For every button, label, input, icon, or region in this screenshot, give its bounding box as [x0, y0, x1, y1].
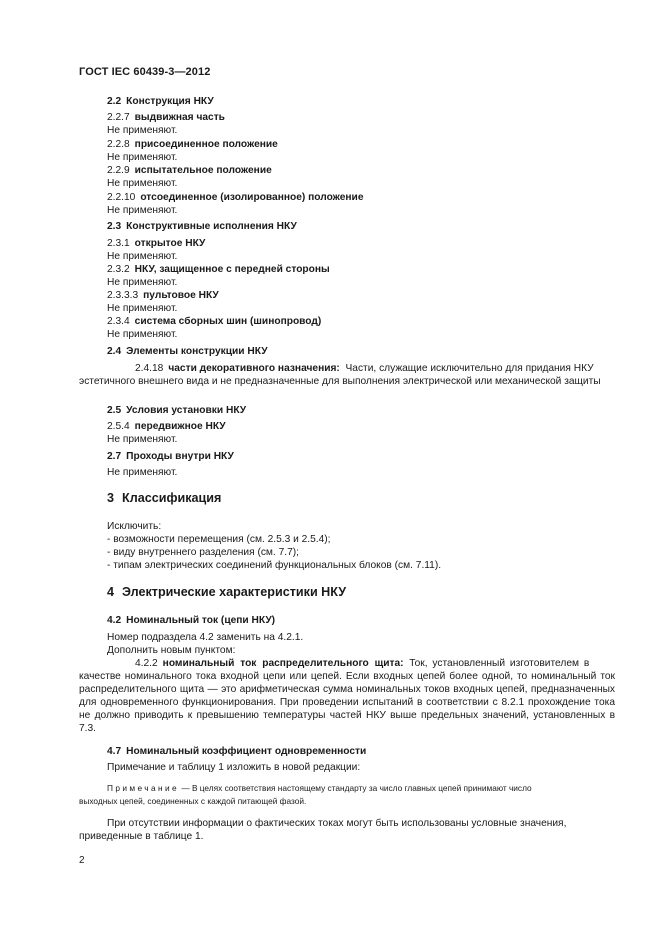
clause-text: Не применяют.	[107, 434, 178, 445]
list-item: - возможности перемещения (см. 2.5.3 и 2.5.4);	[107, 534, 331, 545]
section-number: 2.2	[107, 96, 122, 107]
clause-number: 2.3.3.3	[107, 290, 139, 301]
section-title: Номинальный ток (цепи НКУ)	[126, 615, 276, 626]
term-2-2-9	[107, 164, 272, 177]
clause-text: Не применяют.	[107, 205, 178, 216]
term-2-2-10	[107, 191, 364, 204]
clause-number: 2.4.18	[135, 363, 164, 374]
term-text: открытое НКУ	[134, 238, 206, 249]
clause-text: Не применяют.	[107, 467, 178, 478]
note-text-continued: выходных цепей, соединенных с каждой питающей фазой.	[79, 795, 307, 806]
section-number: 2.7	[107, 451, 122, 462]
term-text: НКУ, защищенное с передней стороны	[134, 264, 330, 275]
section-number: 2.3	[107, 221, 122, 232]
clause-number: 4.2.2	[135, 658, 158, 669]
section-heading-2-2	[107, 95, 214, 108]
clause-text: Не применяют.	[107, 277, 178, 288]
clause-number: 2.2.9	[107, 165, 130, 176]
term-2-4-18	[79, 362, 615, 388]
term-4-2-2	[79, 657, 615, 735]
term-text: отсоединенное (изолированное) положение	[140, 192, 364, 203]
chapter-heading-3	[107, 492, 221, 505]
definition-text: Ток, установленный изготовителем в	[409, 658, 590, 669]
page-number: 2	[79, 855, 85, 866]
definition-text-continued: качестве номинального тока входной цепи или цепей. Если входных цепей более одной, то номинальный ток распределительного щита — это арифметическая сумма номинальных токов входных цепей, предназначенных для одновременного функционирования. При проведении испытаний в соответствии с 8.2.1 прохождение тока не должно приводить к превышению температуры частей НКУ выше предельных значений, установленных в 7.3.	[79, 671, 615, 734]
section-heading-4-7	[107, 745, 366, 758]
term-text: присоединенное положение	[134, 139, 278, 150]
clause-number: 2.2.8	[107, 139, 130, 150]
term-2-3-3-3	[107, 289, 219, 302]
clause-text: Не применяют.	[107, 152, 178, 163]
instruction-text: Дополнить новым пунктом:	[107, 645, 236, 656]
section-number: 4.2	[107, 615, 122, 626]
note-block	[79, 782, 615, 807]
clause-text: Не применяют.	[107, 303, 178, 314]
chapter-number: 3	[107, 491, 115, 505]
clause-text: Не применяют.	[107, 251, 178, 262]
term-text: система сборных шин (шинопровод)	[134, 316, 322, 327]
list-item: - виду внутреннего разделения (см. 7.7);	[107, 547, 299, 558]
clause-number: 2.3.1	[107, 238, 130, 249]
clause-number: 2.2.7	[107, 112, 130, 123]
section-title: Конструкция НКУ	[126, 96, 214, 107]
clause-text: Не применяют.	[107, 125, 178, 136]
instruction-text: Номер подраздела 4.2 заменить на 4.2.1.	[107, 632, 304, 643]
clause-text: Не применяют.	[107, 329, 178, 340]
clause-number: 2.3.2	[107, 264, 130, 275]
term-2-2-8	[107, 138, 278, 151]
section-title: Проходы внутри НКУ	[126, 451, 234, 462]
section-title: Элементы конструкции НКУ	[126, 346, 268, 357]
section-number: 4.7	[107, 746, 122, 757]
section-heading-2-3	[107, 220, 297, 233]
section-title: Конструктивные исполнения НКУ	[126, 221, 297, 232]
term-2-3-4	[107, 315, 321, 328]
section-number: 2.5	[107, 405, 122, 416]
section-heading-4-2	[107, 614, 275, 627]
list-item: - типам электрических соединений функциональных блоков (см. 7.11).	[107, 560, 442, 571]
term-text: выдвижная часть	[134, 112, 225, 123]
term-text: передвижное НКУ	[134, 421, 226, 432]
chapter-number: 4	[107, 585, 115, 599]
closing-text: При отсутствии информации о фактических токах могут быть использованы условные значения,	[107, 818, 567, 829]
section-heading-2-5	[107, 404, 246, 417]
clause-number: 2.2.10	[107, 192, 136, 203]
closing-text-continued: приведенные в таблице 1.	[79, 831, 204, 842]
clause-number: 2.3.4	[107, 316, 130, 327]
closing-paragraph	[79, 817, 615, 843]
standard-header: ГОСТ IEC 60439-3—2012	[79, 66, 211, 78]
section-title: Номинальный коэффициент одновременности	[126, 746, 367, 757]
clause-number: 2.5.4	[107, 421, 130, 432]
section-heading-2-7	[107, 450, 234, 463]
term-2-3-1	[107, 237, 205, 250]
section-heading-2-4	[107, 345, 268, 358]
chapter-title: Электрические характеристики НКУ	[122, 585, 347, 599]
exclude-intro: Исключить:	[107, 521, 162, 532]
definition-text: Части, служащие исключительно для придания НКУ	[345, 363, 594, 374]
clause-text: Не применяют.	[107, 178, 178, 189]
chapter-title: Классификация	[122, 491, 222, 505]
term-2-2-7	[107, 111, 225, 124]
note-label: Примечание	[107, 783, 180, 793]
term-text: номинальный ток распределительного щита:	[162, 658, 404, 669]
term-2-3-2	[107, 263, 330, 276]
section-number: 2.4	[107, 346, 122, 357]
definition-text-continued: эстетичного внешнего вида и не предназначенные для выполнения электрической или механической защиты	[79, 376, 601, 387]
term-2-5-4	[107, 420, 226, 433]
instruction-text: Примечание и таблицу 1 изложить в новой редакции:	[107, 762, 361, 773]
chapter-heading-4	[107, 586, 346, 599]
term-text: части декоративного назначения:	[168, 363, 340, 374]
term-text: испытательное положение	[134, 165, 272, 176]
note-text: — В целях соответствия настоящему стандарту за число главных цепей принимают число	[179, 783, 532, 793]
term-text: пультовое НКУ	[143, 290, 219, 301]
section-title: Условия установки НКУ	[126, 405, 247, 416]
